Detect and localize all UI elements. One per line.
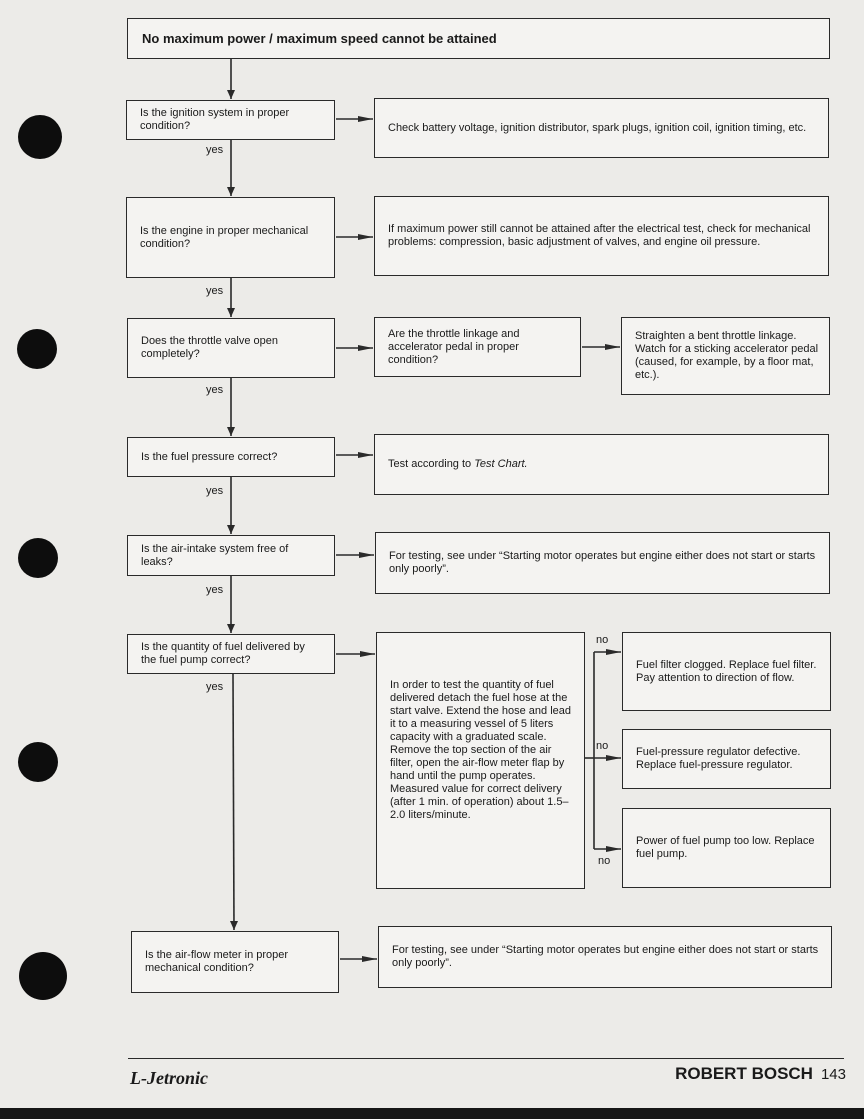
yes-label-1: yes xyxy=(206,144,224,156)
footer-brand: ROBERT BOSCH xyxy=(675,1064,813,1083)
question-fuel-pressure-text: Is the fuel pressure correct? xyxy=(141,450,278,463)
yes-label-4: yes xyxy=(206,485,224,497)
binder-hole-3 xyxy=(18,538,58,578)
action-fuel-quantity-test-text: In order to test the quantity of fuel delivered detach the fuel hose at the start valve. Extend the hose and lead it to a measuring vessel of 5 liters capacity with a graduated scale. Remove the top section of the air filter, open the air-flow meter flap by hand until the pump operates. Measured value for correct delivery (after 1 min. of operation) about 1.5–2.0 liters/minute. xyxy=(390,679,572,821)
test-chart-reference: Test Chart. xyxy=(474,458,528,470)
binder-hole-1 xyxy=(18,115,62,159)
action-air-intake-testing-text: For testing, see under “Starting motor operates but engine either does not start or starts only poorly”. xyxy=(389,550,816,575)
footer-product-name: L-Jetronic xyxy=(130,1068,208,1088)
action-regulator-text: Fuel-pressure regulator defective. Replace fuel-pressure regulator. xyxy=(636,746,801,771)
title-text: No maximum power / maximum speed cannot be attained xyxy=(142,31,497,46)
action-mechanical-check-text: If maximum power still cannot be attained after the electrical test, check for mechanical problems: compression, basic adjustment of valves, and engine oil pressure. xyxy=(388,223,811,248)
binder-hole-4 xyxy=(18,742,58,782)
action-fuel-filter-text: Fuel filter clogged. Replace fuel filter. Pay attention to direction of flow. xyxy=(636,658,817,684)
yes-label-2: yes xyxy=(206,285,224,297)
page-bottom-edge xyxy=(0,1108,864,1119)
question-air-flow-meter-text: Is the air-flow meter in proper mechanical condition? xyxy=(145,949,289,974)
action-pump-power-text: Power of fuel pump too low. Replace fuel pump. xyxy=(636,835,815,860)
page-number: 143 xyxy=(820,1066,846,1083)
no-label-2: no xyxy=(596,740,609,752)
footer-brand-block xyxy=(675,1064,846,1084)
action-air-flow-meter-testing-text: For testing, see under “Starting motor operates but engine either does not start or starts only poorly”. xyxy=(392,944,819,969)
connector-q6-to-q7 xyxy=(233,674,234,930)
no-label-1: no xyxy=(596,634,609,646)
yes-label-5: yes xyxy=(206,584,224,596)
action-ignition-check-text: Check battery voltage, ignition distributor, spark plugs, ignition coil, ignition timing, etc. xyxy=(388,121,807,134)
question-air-intake-text: Is the air-intake system free of leaks? xyxy=(141,542,289,568)
action-throttle-fix-text: Straighten a bent throttle linkage. Watch for a sticking accelerator pedal (caused, for example, by a floor mat, etc.). xyxy=(635,330,819,381)
binder-hole-5 xyxy=(19,952,67,1000)
binder-hole-2 xyxy=(17,329,57,369)
question-throttle-valve-text: Does the throttle valve open completely? xyxy=(141,335,278,360)
question-engine-mechanical-text: Is the engine in proper mechanical condition? xyxy=(140,224,309,250)
question-throttle-linkage-text: Are the throttle linkage and accelerator pedal in proper condition? xyxy=(388,327,520,366)
yes-label-3: yes xyxy=(206,384,224,396)
no-label-3: no xyxy=(598,855,611,867)
question-ignition-text: Is the ignition system in proper condition? xyxy=(140,107,290,132)
yes-label-6: yes xyxy=(206,681,224,693)
footer-rule xyxy=(128,1058,844,1059)
fuel-pressure-prefix: Test according to xyxy=(388,458,475,470)
question-fuel-quantity-text: Is the quantity of fuel delivered by the fuel pump correct? xyxy=(141,641,305,666)
